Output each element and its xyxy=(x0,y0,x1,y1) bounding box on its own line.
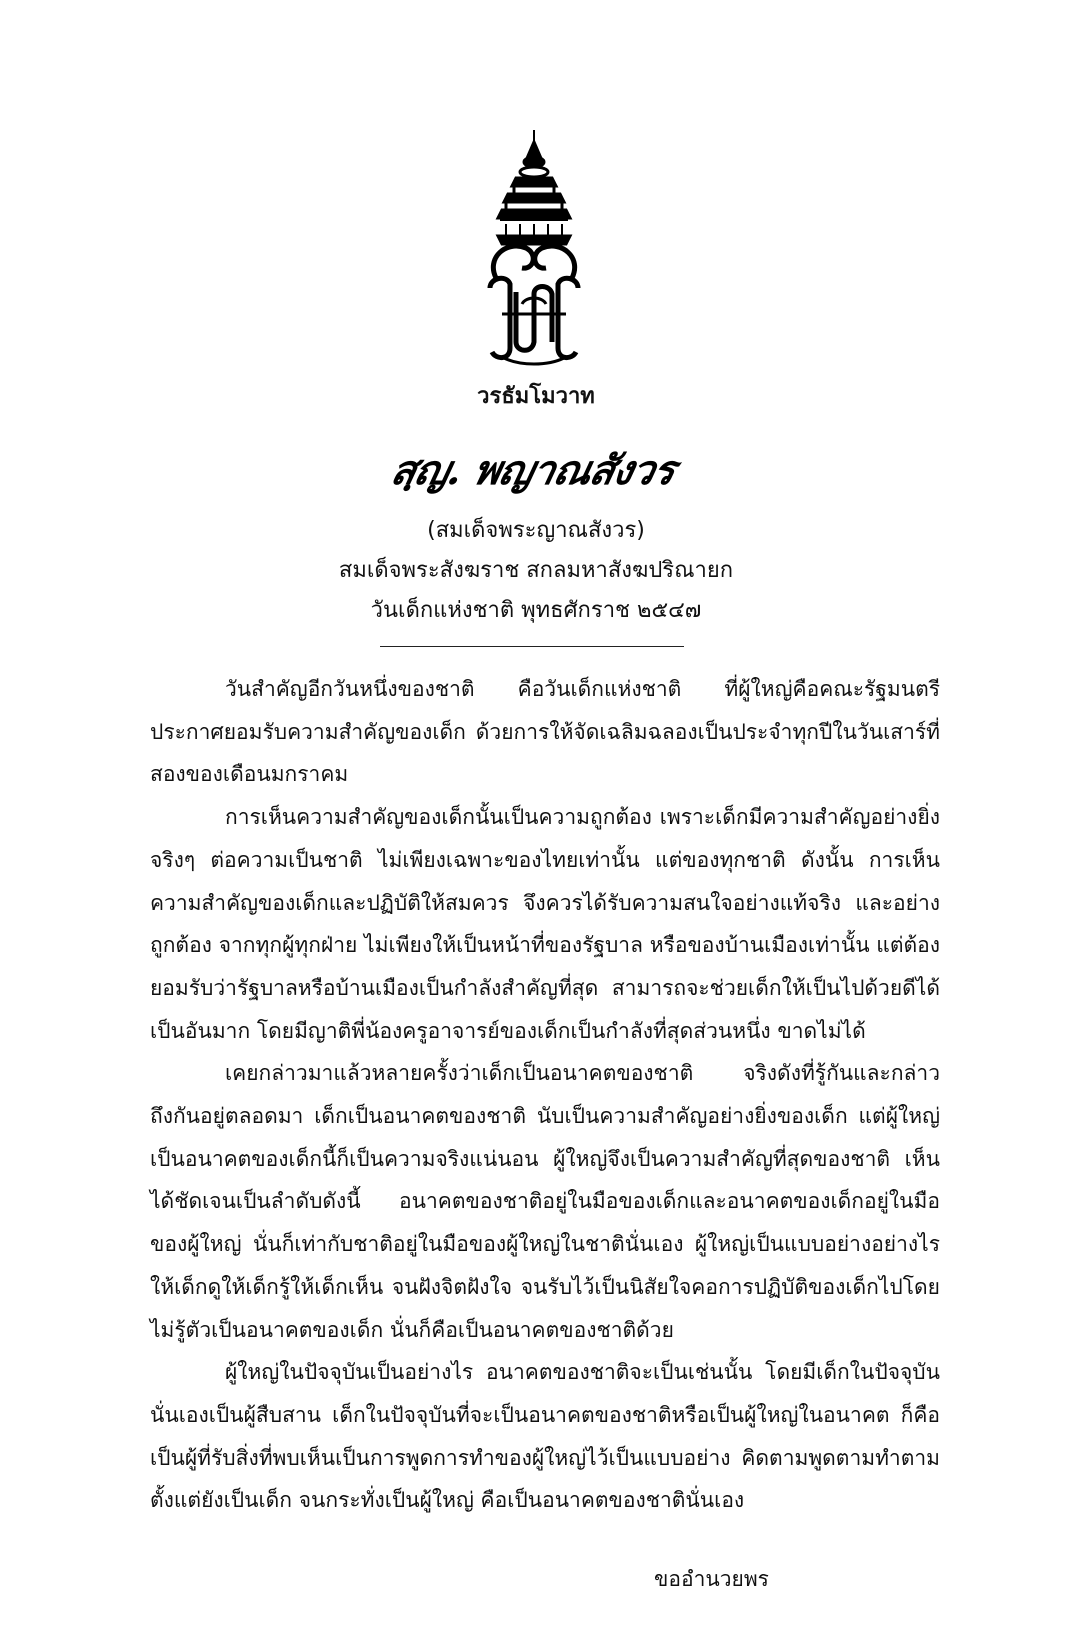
paragraph: วันสำคัญอีกวันหนึ่งของชาติ คือวันเด็กแห่งชาติ ที่ผู้ใหญ่คือคณะรัฐมนตรีประกาศยอมรับความสำคัญของเด็ก ด้วยการให้จัดเฉลิมฉลองเป็นประจำทุกปีในวันเสาร์ที่สองของเดือนมกราคม xyxy=(150,677,940,787)
occasion-date: วันเด็กแห่งชาติ พุทธศักราช ๒๕๔๗ xyxy=(370,598,702,623)
signatory-position: สมเด็จพระสังฆราช สกลมหาสังฆปริณายก xyxy=(338,558,734,583)
divider xyxy=(380,646,684,647)
paragraph: เคยกล่าวมาแล้วหลายครั้งว่าเด็กเป็นอนาคตของชาติ จริงดังที่รู้กันและกล่าวถึงกันอยู่ตลอดมา เด็กเป็นอนาคตของชาติ นับเป็นความสำคัญอย่างยิ่งของเด็ก แต่ผู้ใหญ่เป็นอนาคตของเด็กนี้ก็เป็นความจริงแน่นอน ผู้ใหญ่จึงเป็นความสำคัญที่สุดของชาติ เห็นได้ชัดเจนเป็นลำดับดังนี้ อนาคตของชาติอยู่ในมือของเด็กและอนาคตของเด็กอยู่ในมือของผู้ใหญ่ นั่นก็เท่ากับชาติอยู่ในมือของผู้ใหญ่ในชาตินั่นเอง ผู้ใหญ่เป็นแบบอย่างอย่างไร ให้เด็กดูให้เด็กรู้ให้เด็กเห็น จนฝังจิตฝังใจ จนรับไว้เป็นนิสัยใจคอการปฏิบัติของเด็กไปโดยไม่รู้ตัวเป็นอนาคตของเด็ก นั่นก็คือเป็นอนาคตของชาติด้วย xyxy=(150,1061,940,1342)
closing-blessing: ขออำนวยพร xyxy=(654,1567,769,1591)
document-title: วรธัมโมวาท xyxy=(477,384,595,409)
royal-monogram-emblem-icon xyxy=(476,128,592,366)
paragraph: การเห็นความสำคัญของเด็กนั้นเป็นความถูกต้อง เพราะเด็กมีความสำคัญอย่างยิ่งจริงๆ ต่อความเป็นชาติ ไม่เพียงเฉพาะของไทยเท่านั้น แต่ของทุกชาติ ดังนั้น การเห็นความสำคัญของเด็กและปฏิบัติให้สมควร จึงควรได้รับความสนใจอย่างแท้จริง และอย่างถูกต้อง จากทุกผู้ทุกฝ่าย ไม่เพียงให้เป็นหน้าที่ของรัฐบาล หรือของบ้านเมืองเท่านั้น แต่ต้องยอมรับว่ารัฐบาลหรือบ้านเมืองเป็นกำลังสำคัญที่สุด สามารถจะช่วยเด็กให้เป็นไปด้วยดีได้เป็นอันมาก โดยมีญาติพี่น้องครูอาจารย์ของเด็กเป็นกำลังที่สุดส่วนหนึ่ง ขาดไม่ได้ xyxy=(150,805,940,1043)
signature-text: สฺญ. พญาณสังวร xyxy=(386,447,680,494)
signature xyxy=(386,420,692,500)
message-body xyxy=(150,668,940,1522)
paragraph: ผู้ใหญ่ในปัจจุบันเป็นอย่างไร อนาคตของชาติจะเป็นเช่นนั้น โดยมีเด็กในปัจจุบันนั่นเองเป็นผู้สืบสาน เด็กในปัจจุบันที่จะเป็นอนาคตของชาติหรือเป็นผู้ใหญ่ในอนาคต ก็คือเป็นผู้ที่รับสิ่งที่พบเห็นเป็นการพูดการทำของผู้ใหญ่ไว้เป็นแบบอย่าง คิดตามพูดตามทำตามตั้งแต่ยังเป็นเด็ก จนกระทั่งเป็นผู้ใหญ่ คือเป็นอนาคตของชาตินั่นเอง xyxy=(150,1360,940,1513)
signatory-name: (สมเด็จพระญาณสังวร) xyxy=(427,518,645,543)
